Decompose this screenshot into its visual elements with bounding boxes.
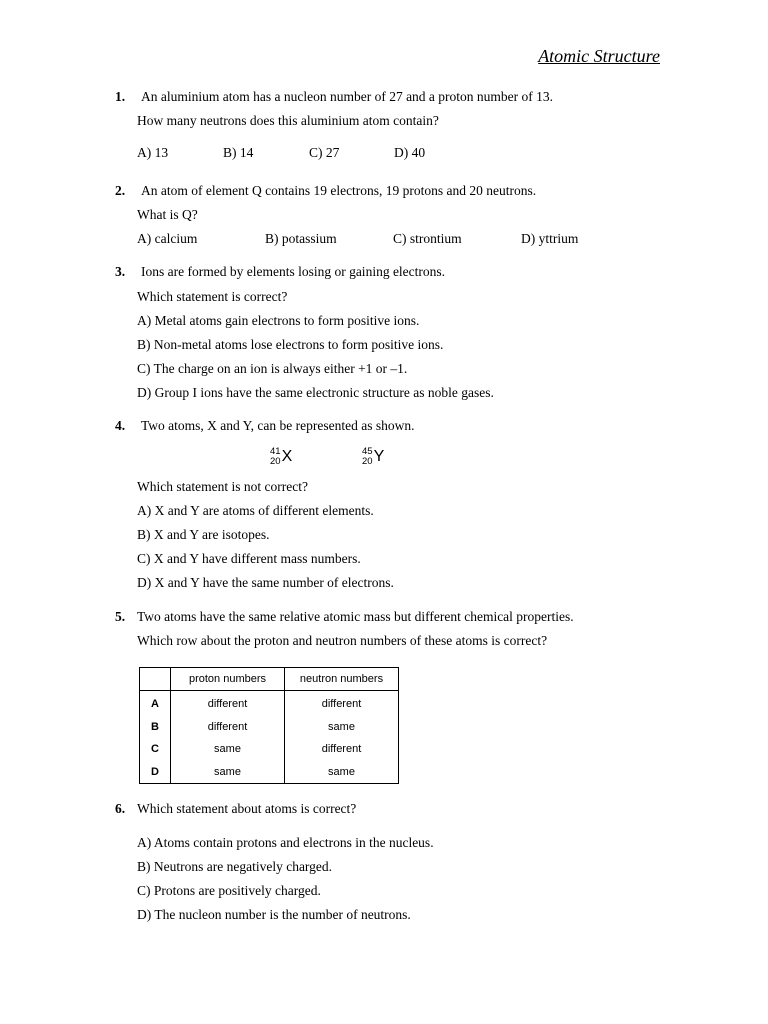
atomic-number: 20	[362, 456, 373, 467]
proton-cell: different	[171, 691, 285, 716]
question-prompt: How many neutrons does this aluminium atom contain?	[137, 113, 439, 128]
row-letter: B	[140, 716, 171, 739]
question-number: 6.	[115, 801, 126, 816]
mass-number: 45	[362, 446, 373, 457]
question-text: An aluminium atom has a nucleon number of 27 and a proton number of 13.	[141, 89, 554, 104]
question-number: 5.	[115, 609, 126, 624]
element-symbol: Y	[373, 448, 385, 465]
answer-table	[139, 667, 399, 784]
option-a[interactable]: A) Atoms contain protons and electrons in the nucleus.	[137, 835, 434, 850]
option-c[interactable]: C) X and Y have different mass numbers.	[137, 551, 361, 566]
question-text: An atom of element Q contains 19 electrons, 19 protons and 20 neutrons.	[141, 183, 537, 198]
option-d[interactable]: D) yttrium	[521, 231, 579, 246]
option-b[interactable]: B) Neutrons are negatively charged.	[137, 859, 333, 874]
neutron-cell: different	[285, 691, 399, 716]
option-b[interactable]: B) potassium	[265, 231, 337, 246]
option-a[interactable]: A) 13	[137, 145, 169, 160]
row-letter: C	[140, 738, 171, 761]
question-number: 1.	[115, 89, 126, 104]
option-b[interactable]: B) Non-metal atoms lose electrons to form positive ions.	[137, 337, 444, 352]
row-letter: D	[140, 761, 171, 784]
proton-cell: different	[171, 716, 285, 739]
proton-cell: same	[171, 761, 285, 784]
question-number: 3.	[115, 264, 126, 279]
option-a[interactable]: A) Metal atoms gain electrons to form positive ions.	[137, 313, 420, 328]
option-a[interactable]: A) X and Y are atoms of different elements.	[137, 503, 374, 518]
option-d[interactable]: D) 40	[394, 145, 426, 160]
table-row[interactable]	[140, 691, 399, 716]
page-title: Atomic Structure	[538, 46, 660, 66]
table-row[interactable]	[140, 761, 399, 784]
question-prompt: Which statement is correct?	[137, 289, 288, 304]
option-d[interactable]: D) X and Y have the same number of electrons.	[137, 575, 394, 590]
question-prompt: Which statement is not correct?	[137, 479, 308, 494]
mass-number: 41	[270, 446, 281, 457]
option-a[interactable]: A) calcium	[137, 231, 198, 246]
option-c[interactable]: C) The charge on an ion is always either +1 or –1.	[137, 361, 408, 376]
question-text: Which statement about atoms is correct?	[137, 801, 357, 816]
question-number: 4.	[115, 418, 126, 433]
proton-cell: same	[171, 738, 285, 761]
option-b[interactable]: B) 14	[223, 145, 254, 160]
table-header-row	[140, 668, 399, 691]
table-header-neutron: neutron numbers	[285, 668, 399, 691]
row-letter: A	[140, 691, 171, 716]
neutron-cell: same	[285, 761, 399, 784]
question-prompt: What is Q?	[137, 207, 198, 222]
question-number: 2.	[115, 183, 126, 198]
element-symbol: X	[281, 448, 293, 465]
isotope-y-notation	[362, 447, 384, 467]
atomic-number: 20	[270, 456, 281, 467]
option-d[interactable]: D) Group I ions have the same electronic structure as noble gases.	[137, 385, 494, 400]
neutron-cell: same	[285, 716, 399, 739]
table-header-blank	[140, 668, 171, 691]
question-text: Two atoms have the same relative atomic mass but different chemical properties.	[137, 609, 574, 624]
question-prompt: Which row about the proton and neutron numbers of these atoms is correct?	[137, 633, 548, 648]
option-c[interactable]: C) 27	[309, 145, 340, 160]
isotope-x-notation	[270, 447, 292, 467]
question-text: Two atoms, X and Y, can be represented as shown.	[141, 418, 415, 433]
table-row[interactable]	[140, 716, 399, 739]
question-text: Ions are formed by elements losing or gaining electrons.	[141, 264, 446, 279]
option-c[interactable]: C) Protons are positively charged.	[137, 883, 321, 898]
neutron-cell: different	[285, 738, 399, 761]
option-c[interactable]: C) strontium	[393, 231, 462, 246]
option-b[interactable]: B) X and Y are isotopes.	[137, 527, 270, 542]
table-header-proton: proton numbers	[171, 668, 285, 691]
table-row[interactable]	[140, 738, 399, 761]
option-d[interactable]: D) The nucleon number is the number of neutrons.	[137, 907, 411, 922]
